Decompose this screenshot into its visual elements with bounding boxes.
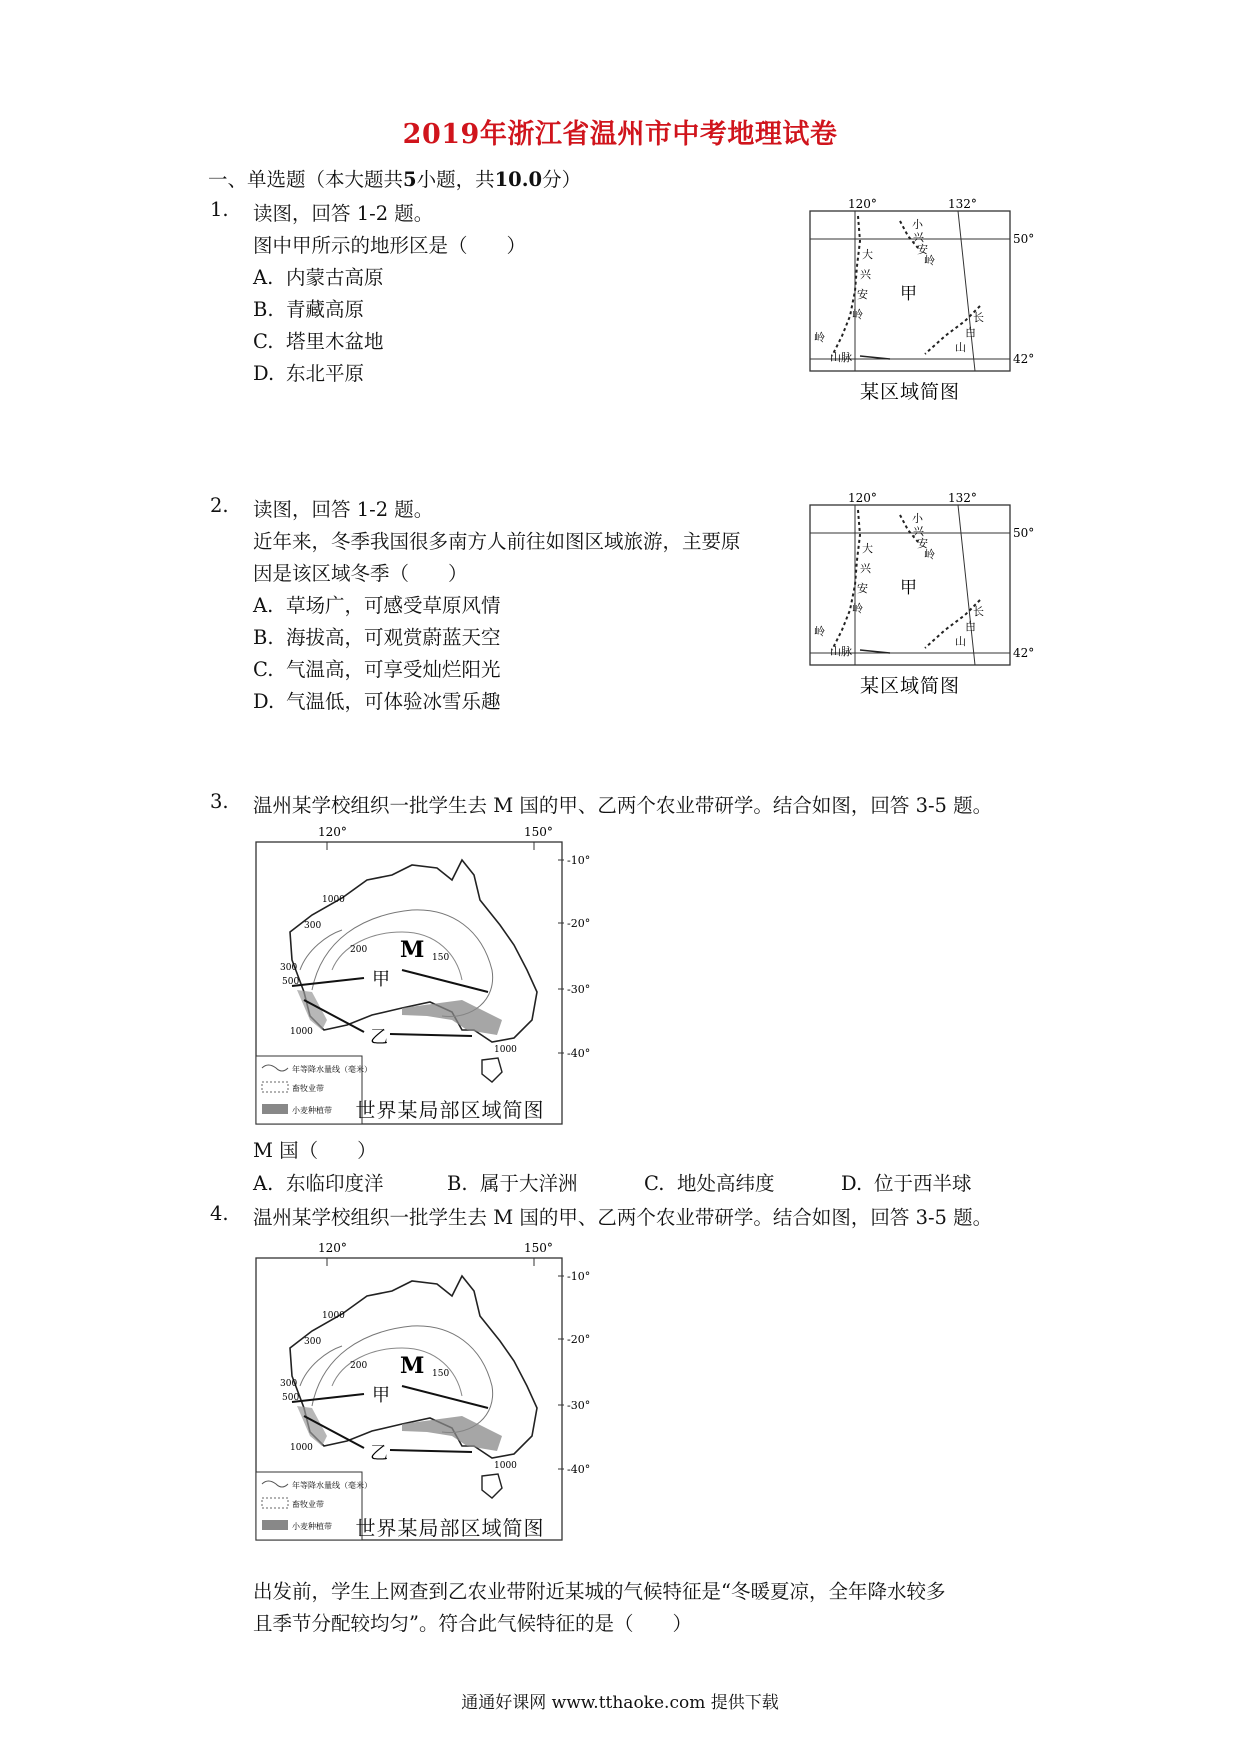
map-label-jia: 甲 [372, 1385, 390, 1406]
q4-lead: 温州某学校组织一批学生去 M 国的甲、乙两个农业带研学。结合如图，回答 3-5 题。 [253, 1206, 993, 1229]
map-label-xing: 兴 [913, 231, 924, 244]
option-letter: D. [253, 362, 275, 385]
map-label-shan: 山 [955, 635, 966, 648]
map-label-shan: 山 [955, 341, 966, 354]
isohyet-label: 300 [304, 921, 322, 931]
section-header [208, 164, 581, 192]
q4-number: 4. [210, 1202, 229, 1225]
q2-number: 2. [210, 494, 229, 517]
q2-stem-line1: 近年来，冬季我国很多南方人前往如图区域旅游，主要原 [253, 530, 741, 553]
q1-option-d[interactable] [253, 358, 364, 386]
lon-150-label: 150° [524, 1241, 553, 1255]
option-text: 位于西半球 [874, 1172, 972, 1195]
page-footer: 通通好课网 www.tthaoke.com 提供下载 [461, 1693, 779, 1713]
legend-wheat: 小麦种植带 [292, 1522, 332, 1531]
q2-region-map [800, 490, 1040, 700]
lat-50-label: 50° [1013, 526, 1035, 540]
q1-number: 1. [210, 198, 229, 221]
option-letter: C. [253, 330, 274, 353]
q1-option-a[interactable] [253, 262, 384, 290]
option-letter: D. [841, 1172, 863, 1195]
map-label-shanmai: 山脉 [830, 351, 852, 364]
lon-120-label: 120° [848, 197, 877, 211]
isohyet-label: 1000 [494, 1461, 517, 1471]
map-label-ling: 岭 [924, 548, 935, 561]
lat-10-label: -10° [567, 1270, 591, 1283]
section-count: 5 [403, 168, 417, 191]
q4-stem-line1: 出发前，学生上网查到乙农业带附近某城的气候特征是“冬暖夏凉，全年降水较多 [253, 1580, 946, 1603]
isohyet-label: 1000 [322, 1311, 345, 1321]
q3-lead: 温州某学校组织一批学生去 M 国的甲、乙两个农业带研学。结合如图，回答 3-5 题。 [253, 794, 993, 817]
isohyet-label: 150 [432, 1369, 450, 1379]
option-text: 属于大洋洲 [480, 1172, 578, 1195]
map-label-yi: 乙 [370, 1027, 388, 1048]
isohyet-label: 1000 [290, 1443, 313, 1453]
option-letter: A. [253, 266, 274, 289]
map-label-xing2: 兴 [860, 268, 871, 281]
map-label-jia: 甲 [900, 284, 917, 304]
q3-stem: M 国（ ） [253, 1139, 377, 1162]
q3-option-c[interactable] [644, 1168, 775, 1196]
map-label-bai: 白 [965, 620, 976, 633]
option-text: 草场广，可感受草原风情 [286, 594, 501, 617]
option-text: 内蒙古高原 [286, 266, 384, 289]
map-label-an: 安 [917, 537, 928, 550]
option-text: 气温低，可体验冰雪乐趣 [286, 690, 501, 713]
q2-stem-line2: 因是该区域冬季（ ） [253, 562, 468, 585]
lat-42-label: 42° [1013, 352, 1035, 366]
lon-120-label: 120° [848, 491, 877, 505]
option-letter: B. [253, 298, 274, 321]
option-text: 海拔高，可观赏蔚蓝天空 [286, 626, 501, 649]
map-label-xing: 兴 [913, 525, 924, 538]
map-label-da: 大 [862, 542, 873, 555]
q2-option-b[interactable] [253, 622, 501, 650]
map-label-jia: 甲 [900, 578, 917, 598]
figure2-caption: 世界某局部区域简图 [355, 1098, 545, 1122]
map-label-ling3: 岭 [814, 331, 825, 344]
section-prefix: 一、单选题（本大题共 [208, 168, 404, 191]
q2-option-a[interactable] [253, 590, 501, 618]
option-text: 气温高，可享受灿烂阳光 [286, 658, 501, 681]
q4-stem-line2: 且季节分配较均匀”。符合此气候特征的是（ ） [253, 1612, 692, 1635]
option-text: 青藏高原 [286, 298, 365, 321]
map-label-chang: 长 [973, 605, 984, 618]
q3-option-a[interactable] [253, 1168, 384, 1196]
isohyet-label: 200 [350, 1361, 368, 1371]
map-label-ling3: 岭 [814, 625, 825, 638]
exam-title: 2019年浙江省温州市中考地理试卷 [402, 119, 838, 150]
q1-option-b[interactable] [253, 294, 364, 322]
option-text: 地处高纬度 [677, 1172, 775, 1195]
option-letter: B. [447, 1172, 468, 1195]
q3-option-d[interactable] [841, 1168, 972, 1196]
lat-30-label: -30° [567, 983, 591, 996]
isohyet-label: 500 [282, 977, 300, 987]
section-suffix: 分） [542, 168, 582, 191]
map-label-xiao: 小 [912, 218, 923, 231]
legend-wheat: 小麦种植带 [292, 1106, 332, 1115]
section-score: 10.0 [494, 168, 543, 191]
lon-132-label: 132° [948, 491, 977, 505]
isohyet-label: 300 [280, 1379, 298, 1389]
q1-lead: 读图，回答 1-2 题。 [253, 202, 434, 225]
option-letter: D. [253, 690, 275, 713]
map-label-chang: 长 [973, 311, 984, 324]
isohyet-label: 200 [350, 945, 368, 955]
option-letter: A. [253, 1172, 274, 1195]
isohyet-label: 300 [304, 1337, 322, 1347]
figure2-caption: 世界某局部区域简图 [355, 1516, 545, 1540]
q1-stem: 图中甲所示的地形区是（ ） [253, 234, 527, 257]
option-letter: A. [253, 594, 274, 617]
isohyet-label: 1000 [322, 895, 345, 905]
q2-option-c[interactable] [253, 654, 501, 682]
lon-120-label: 120° [318, 1241, 347, 1255]
map-label-an2: 安 [857, 288, 868, 301]
lat-30-label: -30° [567, 1399, 591, 1412]
lon-150-label: 150° [524, 825, 553, 839]
q3-australia-map [252, 820, 612, 1138]
map-label-bai: 白 [965, 326, 976, 339]
lon-120-label: 120° [318, 825, 347, 839]
legend-pastoral: 畜牧业带 [292, 1500, 324, 1509]
lat-10-label: -10° [567, 854, 591, 867]
map-label-m: M [400, 937, 425, 963]
map-label-xing2: 兴 [860, 562, 871, 575]
map-label-ling: 岭 [924, 254, 935, 267]
map-label-an: 安 [917, 243, 928, 256]
figure1-caption: 某区域简图 [859, 381, 961, 403]
lat-20-label: -20° [567, 917, 591, 930]
figure1-caption: 某区域简图 [859, 675, 961, 697]
lat-40-label: -40° [567, 1463, 591, 1476]
map-label-da: 大 [862, 248, 873, 261]
map-label-m: M [400, 1353, 425, 1379]
lat-50-label: 50° [1013, 232, 1035, 246]
legend-isohyet: 年等降水量线（毫米） [292, 1481, 372, 1490]
option-letter: C. [253, 658, 274, 681]
option-letter: C. [644, 1172, 665, 1195]
section-mid: 小题，共 [416, 168, 495, 191]
map-label-ling2: 岭 [852, 602, 863, 615]
isohyet-label: 300 [280, 963, 298, 973]
map-label-an2: 安 [857, 582, 868, 595]
q2-option-d[interactable] [253, 686, 501, 714]
q1-region-map [800, 196, 1040, 406]
lon-132-label: 132° [948, 197, 977, 211]
map-label-ling2: 岭 [852, 308, 863, 321]
isohyet-label: 150 [432, 953, 450, 963]
lat-20-label: -20° [567, 1333, 591, 1346]
map-label-jia: 甲 [372, 969, 390, 990]
q3-option-b[interactable] [447, 1168, 578, 1196]
isohyet-label: 1000 [290, 1027, 313, 1037]
q2-lead: 读图，回答 1-2 题。 [253, 498, 434, 521]
lat-40-label: -40° [567, 1047, 591, 1060]
map-label-xiao: 小 [912, 512, 923, 525]
option-text: 塔里木盆地 [286, 330, 384, 353]
q1-option-c[interactable] [253, 326, 384, 354]
isohyet-label: 500 [282, 1393, 300, 1403]
map-label-shanmai: 山脉 [830, 645, 852, 658]
isohyet-label: 1000 [494, 1045, 517, 1055]
option-text: 东北平原 [286, 362, 365, 385]
legend-pastoral: 畜牧业带 [292, 1084, 324, 1093]
option-text: 东临印度洋 [286, 1172, 384, 1195]
lat-42-label: 42° [1013, 646, 1035, 660]
legend-isohyet: 年等降水量线（毫米） [292, 1065, 372, 1074]
q4-australia-map [252, 1236, 612, 1554]
map-label-yi: 乙 [370, 1443, 388, 1464]
q3-number: 3. [210, 790, 229, 813]
option-letter: B. [253, 626, 274, 649]
